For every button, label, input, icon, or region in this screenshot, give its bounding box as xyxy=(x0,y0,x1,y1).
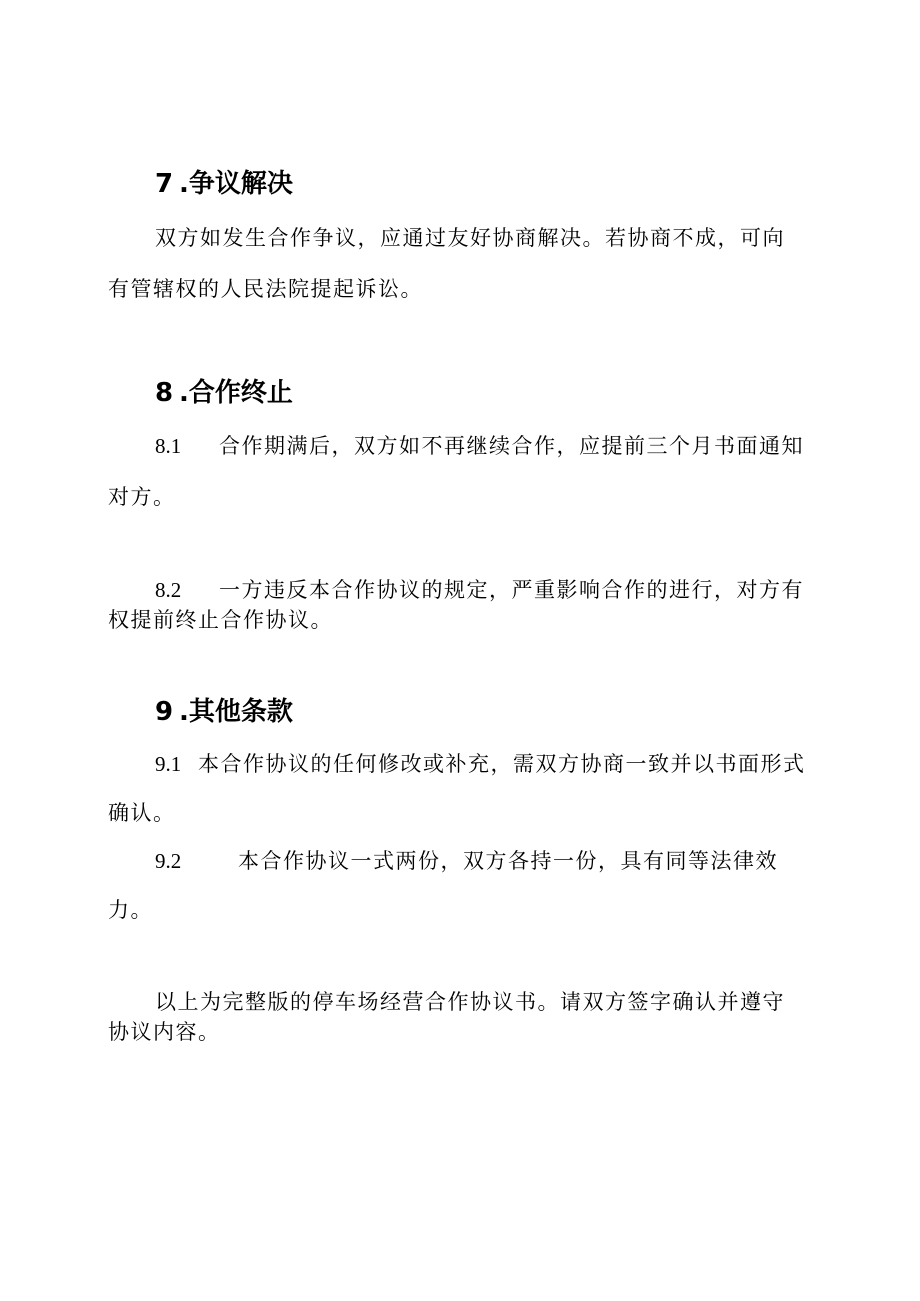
section-9-heading xyxy=(155,696,293,728)
clause-8-1-number: 8.1 xyxy=(155,434,182,458)
clause-8-2-line-2: 权提前终止合作协议。 xyxy=(108,608,333,632)
clause-8-2-number: 8.2 xyxy=(155,578,182,602)
section-7-heading xyxy=(155,168,293,200)
section-7-number: 7 xyxy=(155,169,174,199)
clause-9-1-line-1: 本合作协议的任何修改或补充，需双方协商一致并以书面形式 xyxy=(198,752,806,776)
clause-9-1-line-2: 确认。 xyxy=(108,801,176,825)
clause-8-1-line-2: 对方。 xyxy=(108,485,176,509)
section-8-title: .合作终止 xyxy=(179,378,293,408)
section-8-number: 8 xyxy=(155,378,174,408)
section-8-heading xyxy=(155,377,293,409)
section-7-paragraph-line-2: 有管辖权的人民法院提起诉讼。 xyxy=(108,277,423,301)
clause-9-2-line-2: 力。 xyxy=(108,898,153,922)
section-7-title: .争议解决 xyxy=(179,169,293,199)
closing-line-1: 以上为完整版的停车场经营合作协议书。请双方签字确认并遵守 xyxy=(155,990,785,1014)
clause-9-1-number: 9.1 xyxy=(155,752,182,776)
clause-9-2-line-1: 本合作协议一式两份，双方各持一份，具有同等法律效 xyxy=(238,849,778,873)
closing-line-2: 协议内容。 xyxy=(108,1020,221,1044)
section-7-paragraph-line-1: 双方如发生合作争议，应通过友好协商解决。若协商不成，可向 xyxy=(155,226,785,250)
section-9-number: 9 xyxy=(155,697,174,727)
clause-8-2-line-1: 一方违反本合作协议的规定，严重影响合作的进行，对方有 xyxy=(219,578,804,602)
clause-8-1-line-1: 合作期满后，双方如不再继续合作，应提前三个月书面通知 xyxy=(219,434,804,458)
section-9-title: .其他条款 xyxy=(179,697,293,727)
clause-9-2-number: 9.2 xyxy=(155,849,182,873)
